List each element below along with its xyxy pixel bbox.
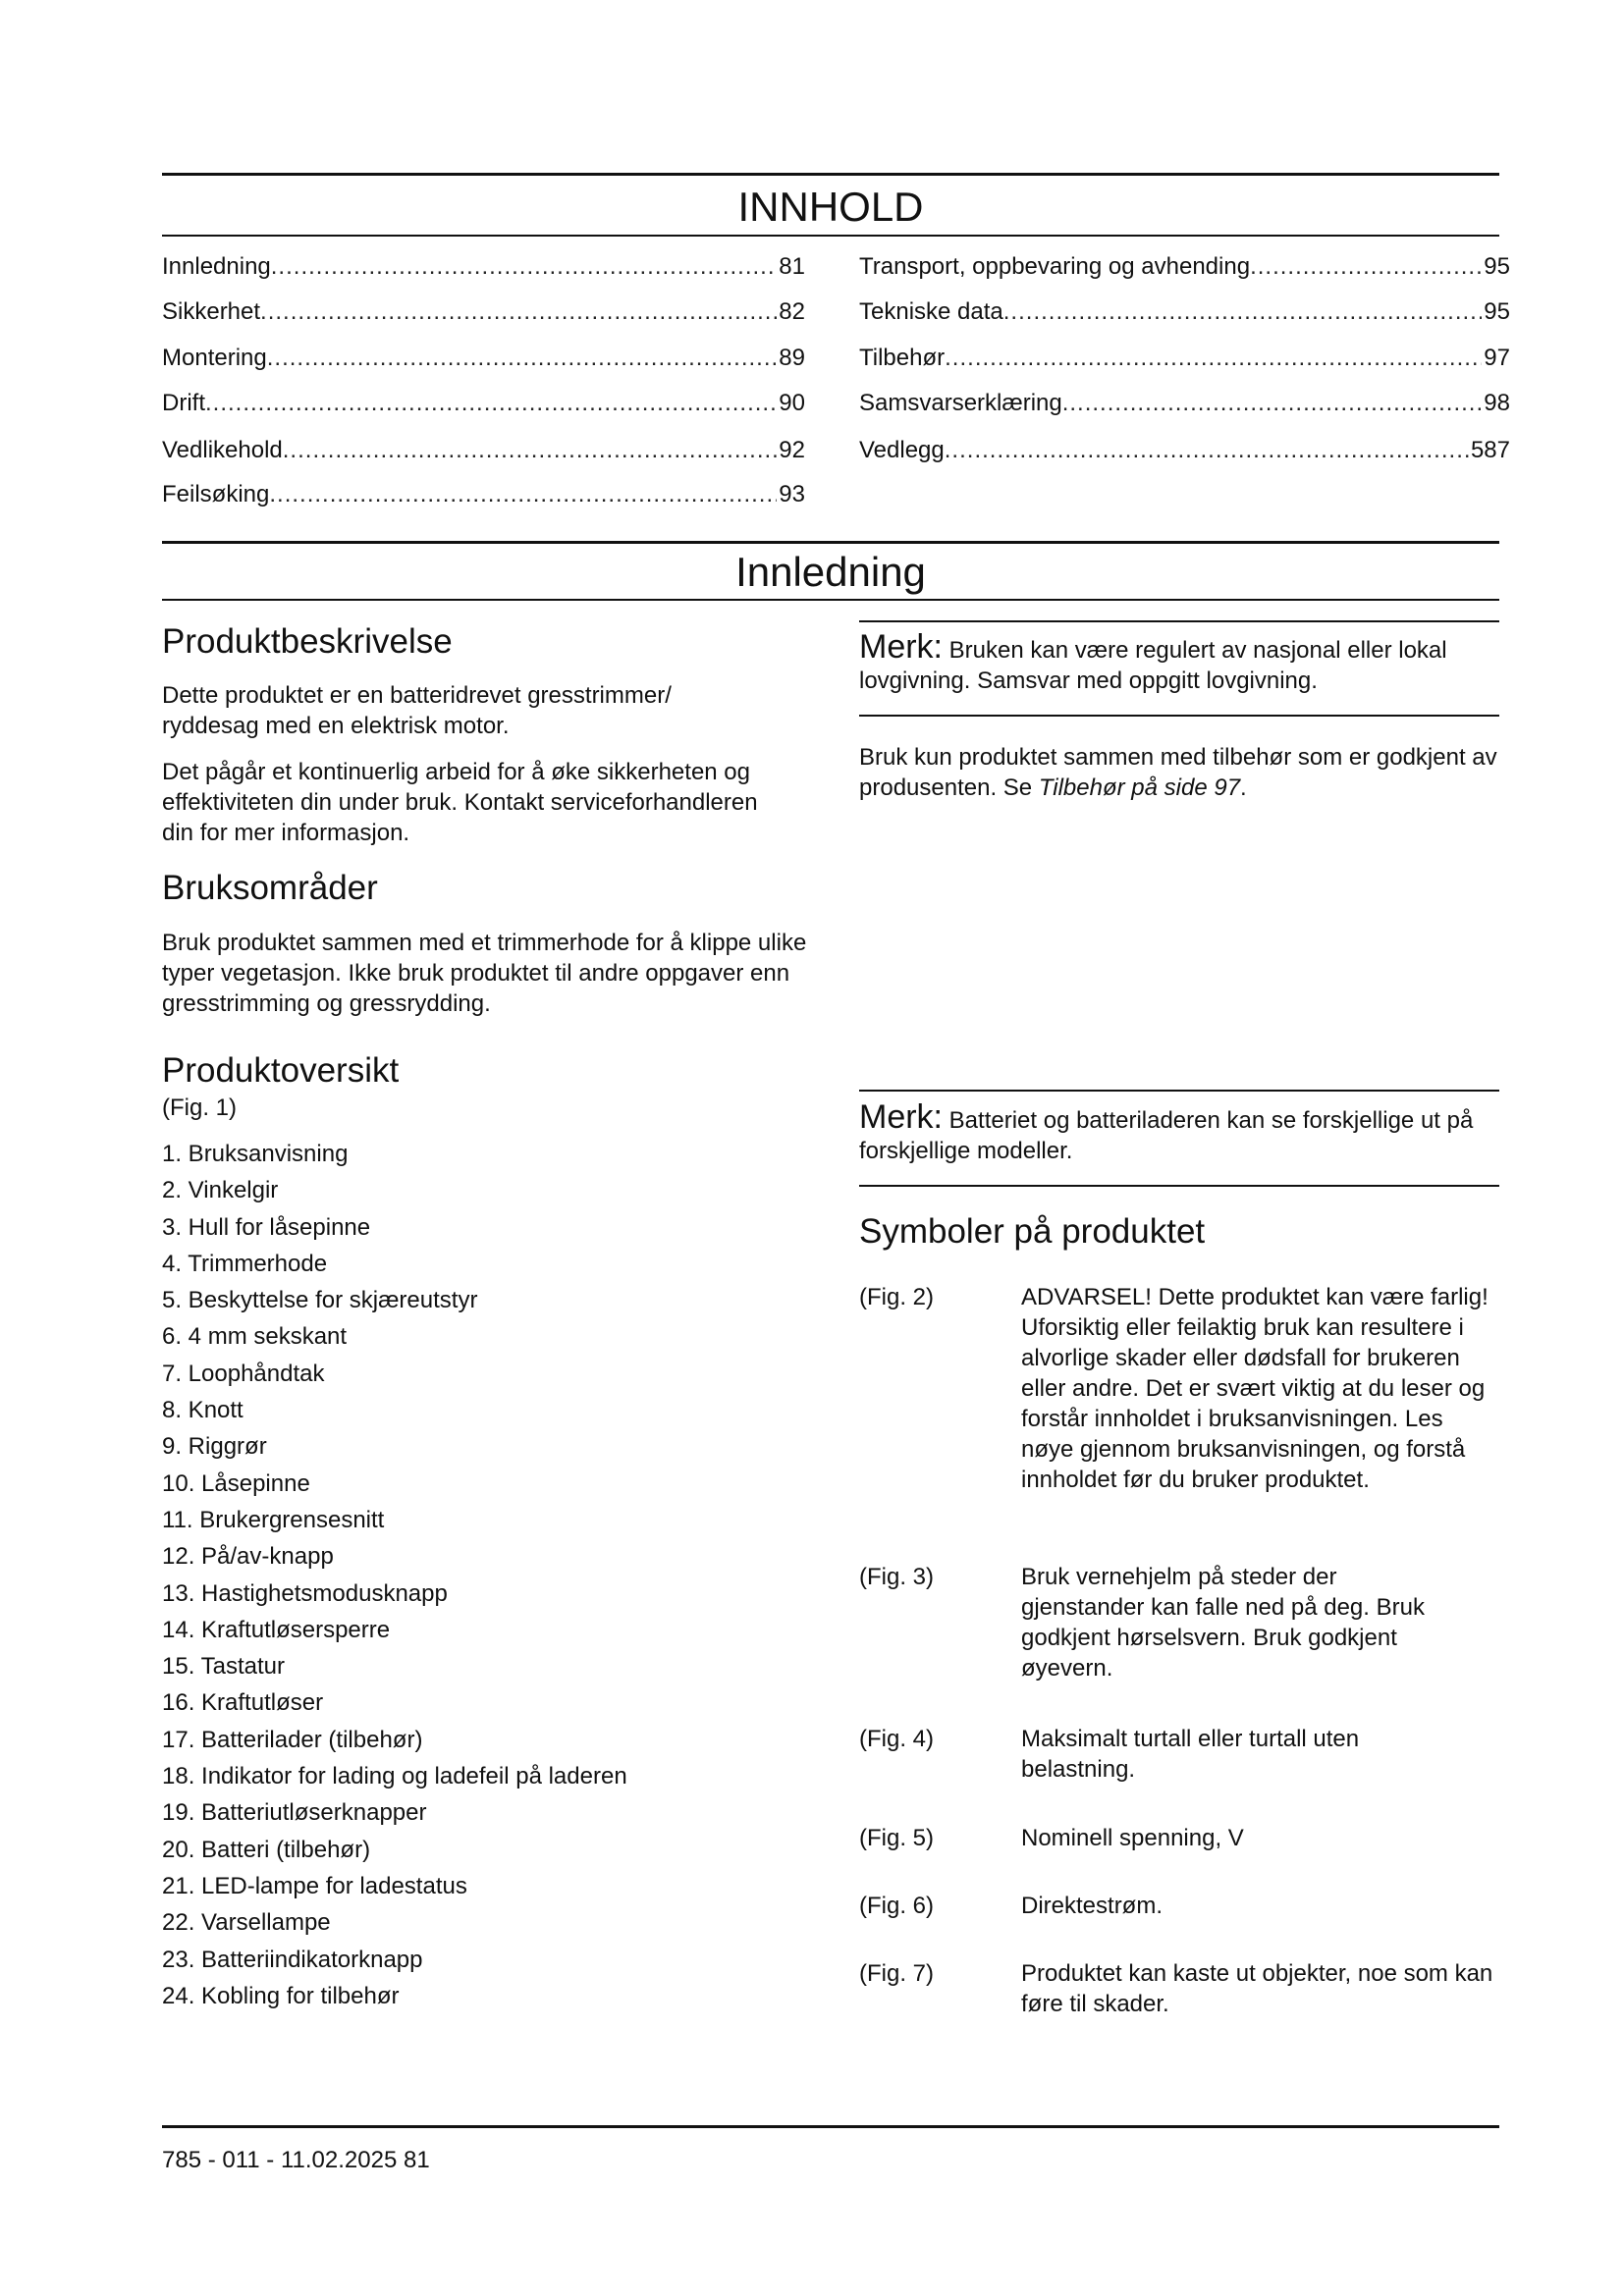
merk2-label: Merk: bbox=[859, 1098, 943, 1136]
list-item: 2. Vinkelgir bbox=[162, 1177, 279, 1204]
list-item: 3. Hull for låsepinne bbox=[162, 1213, 371, 1241]
list-item: 12. På/av-knapp bbox=[162, 1543, 334, 1571]
toc-title-rule bbox=[162, 235, 1499, 237]
toc-page: 95 bbox=[1484, 253, 1510, 280]
toc-label: Vedlikehold bbox=[162, 437, 283, 463]
list-item: 8. Knott bbox=[162, 1397, 244, 1424]
list-item: 5. Beskyttelse for skjæreutstyr bbox=[162, 1287, 478, 1314]
merk1-note bbox=[859, 628, 1499, 696]
symbol-description: Direktestrøm. bbox=[1021, 1893, 1163, 1919]
symbol-description: ADVARSEL! Dette produktet kan være farlig! Uforsiktig eller feilaktig bruk kan resultere i alvorlige skader eller dødsfall for brukeren eller andre. Det er svært viktig at du leser og forstår innholdet i bruksanvisningen. Les nøye gjennom bruksanvisningen, og forstå innholdet før du bruker produktet. bbox=[1021, 1284, 1489, 1493]
toc-label: Sikkerhet bbox=[162, 298, 261, 325]
section-top-rule bbox=[162, 541, 1499, 544]
toc-label: Tilbehør bbox=[859, 345, 946, 371]
list-item: 22. Varsellampe bbox=[162, 1909, 331, 1937]
list-item: 19. Batteriutløserknapper bbox=[162, 1799, 427, 1827]
list-item: 7. Loophåndtak bbox=[162, 1360, 325, 1387]
toc-label: Drift bbox=[162, 390, 205, 416]
list-item: 6. 4 mm sekskant bbox=[162, 1323, 348, 1351]
list-item: 17. Batterilader (tilbehør) bbox=[162, 1726, 423, 1753]
symbol-description: Bruk vernehjelm på steder der gjenstander kan falle ned på deg. Bruk godkjent hørselsvern. Bruk godkjent øyevern. bbox=[1021, 1564, 1425, 1682]
symbol-fig-ref: (Fig. 3) bbox=[859, 1564, 935, 1590]
produktbeskrivelse-paragraph-2: Det pågår et kontinuerlig arbeid for å øke sikkerheten og effektiviteten din under bruk. Kontakt serviceforhandleren din for mer informasjon. bbox=[162, 759, 758, 846]
merk1-label: Merk: bbox=[859, 628, 943, 666]
tilbehor-link[interactable]: Tilbehør på side 97 bbox=[1038, 774, 1241, 801]
toc-entry-vedlegg[interactable] bbox=[859, 436, 1510, 465]
merk2-bottom-rule bbox=[859, 1185, 1499, 1187]
section-title-rule bbox=[162, 599, 1499, 601]
merk1-top-rule bbox=[859, 620, 1499, 622]
list-item: 16. Kraftutløser bbox=[162, 1689, 324, 1717]
tilbehor-note-end: . bbox=[1240, 774, 1247, 801]
toc-title: INNHOLD bbox=[737, 184, 924, 230]
list-item: 1. Bruksanvisning bbox=[162, 1141, 349, 1167]
list-item: 14. Kraftutløsersperre bbox=[162, 1616, 391, 1643]
toc-entry-innledning[interactable] bbox=[162, 252, 805, 282]
produktoversikt-fig-ref: (Fig. 1) bbox=[162, 1095, 238, 1121]
symbol-fig-ref: (Fig. 5) bbox=[859, 1825, 935, 1851]
list-item: 15. Tastatur bbox=[162, 1653, 285, 1681]
symbol-fig-ref: (Fig. 7) bbox=[859, 1960, 935, 1987]
tilbehor-note bbox=[859, 742, 1499, 803]
toc-label: Transport, oppbevaring og avhending bbox=[859, 253, 1251, 280]
produktoversikt-list bbox=[162, 1136, 627, 2014]
symbol-fig-ref: (Fig. 2) bbox=[859, 1284, 935, 1310]
produktoversikt-heading: Produktoversikt bbox=[162, 1051, 400, 1090]
list-item: 13. Hastighetsmodusknapp bbox=[162, 1579, 448, 1607]
toc-page: 89 bbox=[779, 345, 805, 371]
toc-entry-sikkerhet[interactable] bbox=[162, 297, 805, 327]
toc-label: Feilsøking bbox=[162, 481, 270, 507]
produktbeskrivelse-paragraph-1: Dette produktet er en batteridrevet gresstrimmer/ ryddesag med en elektrisk motor. bbox=[162, 682, 672, 739]
symbol-description: Maksimalt turtall eller turtall uten belastning. bbox=[1021, 1726, 1360, 1783]
toc-entry-tekniske-data[interactable] bbox=[859, 297, 1510, 327]
symbol-description: Produktet kan kaste ut objekter, noe som kan føre til skader. bbox=[1021, 1960, 1493, 2017]
produktbeskrivelse-heading: Produktbeskrivelse bbox=[162, 622, 453, 661]
merk2-text: Batteriet og batteriladeren kan se forskjellige ut på forskjellige modeller. bbox=[859, 1107, 1474, 1164]
toc-label: Tekniske data bbox=[859, 298, 1003, 325]
toc-entry-transport[interactable] bbox=[859, 252, 1510, 282]
list-item: 21. LED-lampe for ladestatus bbox=[162, 1872, 467, 1899]
toc-label: Montering bbox=[162, 345, 267, 371]
symbol-fig-ref: (Fig. 4) bbox=[859, 1726, 935, 1752]
list-item: 11. Brukergrensesnitt bbox=[162, 1506, 385, 1533]
footer-text: 785 - 011 - 11.02.2025 81 bbox=[162, 2147, 430, 2173]
list-item: 18. Indikator for lading og ladefeil på laderen bbox=[162, 1763, 627, 1790]
toc-label: Samsvarserklæring bbox=[859, 390, 1062, 416]
symbol-description: Nominell spenning, V bbox=[1021, 1825, 1244, 1851]
merk1-bottom-rule bbox=[859, 715, 1499, 717]
list-item: 20. Batteri (tilbehør) bbox=[162, 1836, 371, 1863]
toc-page: 82 bbox=[779, 298, 805, 325]
bruksomrader-paragraph: Bruk produktet sammen med et trimmerhode for å klippe ulike typer vegetasjon. Ikke bruk produktet til andre oppgaver enn gresstrimming og gressrydding. bbox=[162, 930, 807, 1017]
toc-entry-montering[interactable] bbox=[162, 344, 805, 373]
toc-entry-samsvarserklaering[interactable] bbox=[859, 389, 1510, 418]
merk2-note bbox=[859, 1098, 1499, 1166]
toc-page: 93 bbox=[779, 481, 805, 507]
list-item: 9. Riggrør bbox=[162, 1433, 267, 1461]
list-item: 4. Trimmerhode bbox=[162, 1250, 328, 1277]
merk1-text: Bruken kan være regulert av nasjonal eller lokal lovgivning. Samsvar med oppgitt lovgivning. bbox=[859, 637, 1447, 694]
footer-rule bbox=[162, 2125, 1499, 2128]
bruksomrader-heading: Bruksområder bbox=[162, 869, 378, 907]
toc-page: 98 bbox=[1484, 390, 1510, 416]
tilbehor-note-text: Bruk kun produktet sammen med tilbehør som er godkjent av produsenten. Se bbox=[859, 744, 1497, 801]
toc-entry-vedlikehold[interactable] bbox=[162, 436, 805, 465]
toc-entry-feilsoking[interactable] bbox=[162, 480, 805, 509]
merk2-top-rule bbox=[859, 1090, 1499, 1092]
toc-page: 587 bbox=[1470, 437, 1510, 463]
section-title: Innledning bbox=[735, 549, 926, 595]
symboler-heading: Symboler på produktet bbox=[859, 1212, 1206, 1251]
symbol-fig-ref: (Fig. 6) bbox=[859, 1893, 935, 1919]
toc-page: 81 bbox=[779, 253, 805, 280]
toc-entry-tilbehor[interactable] bbox=[859, 344, 1510, 373]
toc-page: 92 bbox=[779, 437, 805, 463]
list-item: 10. Låsepinne bbox=[162, 1469, 310, 1497]
list-item: 23. Batteriindikatorknapp bbox=[162, 1946, 423, 1973]
toc-page: 95 bbox=[1484, 298, 1510, 325]
top-rule bbox=[162, 173, 1499, 176]
toc-page: 90 bbox=[779, 390, 805, 416]
toc-page: 97 bbox=[1484, 345, 1510, 371]
toc-label: Innledning bbox=[162, 253, 271, 280]
toc-entry-drift[interactable] bbox=[162, 389, 805, 418]
list-item: 24. Kobling for tilbehør bbox=[162, 1982, 400, 2009]
toc-label: Vedlegg bbox=[859, 437, 945, 463]
